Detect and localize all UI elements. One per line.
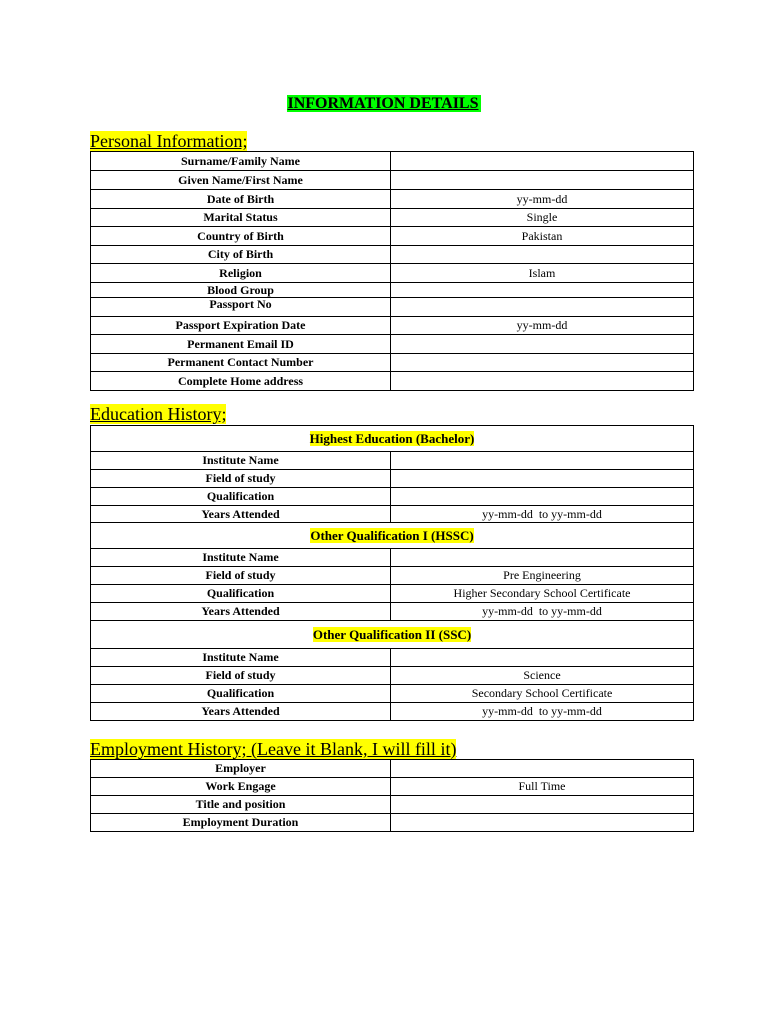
table-row <box>91 470 694 488</box>
field-label: Years Attended <box>91 506 391 523</box>
field-value[interactable]: Pakistan <box>391 227 694 246</box>
field-label: Qualification <box>91 585 391 603</box>
table-row <box>91 209 694 227</box>
field-value[interactable] <box>391 488 694 506</box>
field-value[interactable]: Secondary School Certificate <box>391 685 694 703</box>
field-value[interactable] <box>391 814 694 832</box>
field-label: Years Attended <box>91 603 391 621</box>
field-label: Institute Name <box>91 649 391 667</box>
employment-history-heading: Employment History; (Leave it Blank, I will fill it) <box>90 739 457 759</box>
field-value[interactable]: Higher Secondary School Certificate <box>391 585 694 603</box>
field-value[interactable]: Pre Engineering <box>391 567 694 585</box>
field-label: Employment Duration <box>91 814 391 832</box>
field-label: Field of study <box>91 470 391 488</box>
table-row <box>91 649 694 667</box>
field-label: Field of study <box>91 567 391 585</box>
table-row <box>91 264 694 283</box>
table-row <box>91 814 694 832</box>
field-label: Passport Expiration Date <box>91 317 391 335</box>
personal-information-table <box>90 151 694 391</box>
field-label: Blood Group <box>91 283 391 298</box>
field-value[interactable] <box>391 152 694 171</box>
table-row <box>91 488 694 506</box>
employment-history-table <box>90 759 694 832</box>
field-label: Given Name/First Name <box>91 171 391 190</box>
field-label: Years Attended <box>91 703 391 721</box>
field-value[interactable]: Science <box>391 667 694 685</box>
document-title <box>0 94 768 114</box>
field-value[interactable]: yy-mm-dd to yy-mm-dd <box>391 603 694 621</box>
education-block-title: Highest Education (Bachelor) <box>91 426 694 452</box>
table-row <box>91 171 694 190</box>
field-value[interactable] <box>391 171 694 190</box>
table-row <box>91 452 694 470</box>
field-label: City of Birth <box>91 246 391 264</box>
field-value[interactable]: yy-mm-dd <box>391 317 694 335</box>
field-label: Employer <box>91 760 391 778</box>
field-label: Title and position <box>91 796 391 814</box>
field-label: Religion <box>91 264 391 283</box>
table-row <box>91 549 694 567</box>
field-value[interactable]: Full Time <box>391 778 694 796</box>
field-label: Complete Home address <box>91 372 391 391</box>
table-row <box>91 335 694 354</box>
field-label: Institute Name <box>91 452 391 470</box>
education-block-title-row <box>91 523 694 549</box>
field-value[interactable]: yy-mm-dd to yy-mm-dd <box>391 506 694 523</box>
table-row <box>91 796 694 814</box>
education-history-heading: Education History; <box>90 404 227 424</box>
table-row <box>91 317 694 335</box>
field-value[interactable] <box>391 649 694 667</box>
field-label: Surname/Family Name <box>91 152 391 171</box>
table-row <box>91 778 694 796</box>
education-history-table <box>90 425 694 721</box>
table-row <box>91 603 694 621</box>
field-value[interactable] <box>391 335 694 354</box>
field-label: Permanent Contact Number <box>91 354 391 372</box>
table-row <box>91 298 694 317</box>
document-title-text: INFORMATION DETAILS <box>287 95 482 112</box>
field-value[interactable] <box>391 760 694 778</box>
table-row <box>91 372 694 391</box>
field-value[interactable] <box>391 283 694 298</box>
field-label: Country of Birth <box>91 227 391 246</box>
field-value[interactable] <box>391 372 694 391</box>
education-block-title-row <box>91 621 694 649</box>
table-row <box>91 585 694 603</box>
field-value[interactable] <box>391 246 694 264</box>
education-block-title: Other Qualification I (HSSC) <box>91 523 694 549</box>
field-value[interactable]: yy-mm-dd <box>391 190 694 209</box>
field-value[interactable] <box>391 470 694 488</box>
table-row <box>91 354 694 372</box>
field-value[interactable] <box>391 452 694 470</box>
table-row <box>91 506 694 523</box>
table-row <box>91 760 694 778</box>
table-row <box>91 190 694 209</box>
field-value[interactable] <box>391 298 694 317</box>
table-row <box>91 227 694 246</box>
table-row <box>91 685 694 703</box>
education-block-title: Other Qualification II (SSC) <box>91 621 694 649</box>
table-row <box>91 703 694 721</box>
table-row <box>91 667 694 685</box>
education-block-title-row <box>91 426 694 452</box>
field-label: Qualification <box>91 685 391 703</box>
field-label: Passport No <box>91 298 391 317</box>
field-value[interactable]: Single <box>391 209 694 227</box>
field-value[interactable] <box>391 354 694 372</box>
table-row <box>91 283 694 298</box>
field-label: Field of study <box>91 667 391 685</box>
personal-information-heading: Personal Information; <box>90 131 248 151</box>
table-row <box>91 246 694 264</box>
field-label: Marital Status <box>91 209 391 227</box>
field-value[interactable]: Islam <box>391 264 694 283</box>
field-label: Date of Birth <box>91 190 391 209</box>
field-label: Institute Name <box>91 549 391 567</box>
field-value[interactable] <box>391 796 694 814</box>
field-label: Work Engage <box>91 778 391 796</box>
table-row <box>91 152 694 171</box>
table-row <box>91 567 694 585</box>
field-value[interactable] <box>391 549 694 567</box>
field-label: Qualification <box>91 488 391 506</box>
field-value[interactable]: yy-mm-dd to yy-mm-dd <box>391 703 694 721</box>
field-label: Permanent Email ID <box>91 335 391 354</box>
